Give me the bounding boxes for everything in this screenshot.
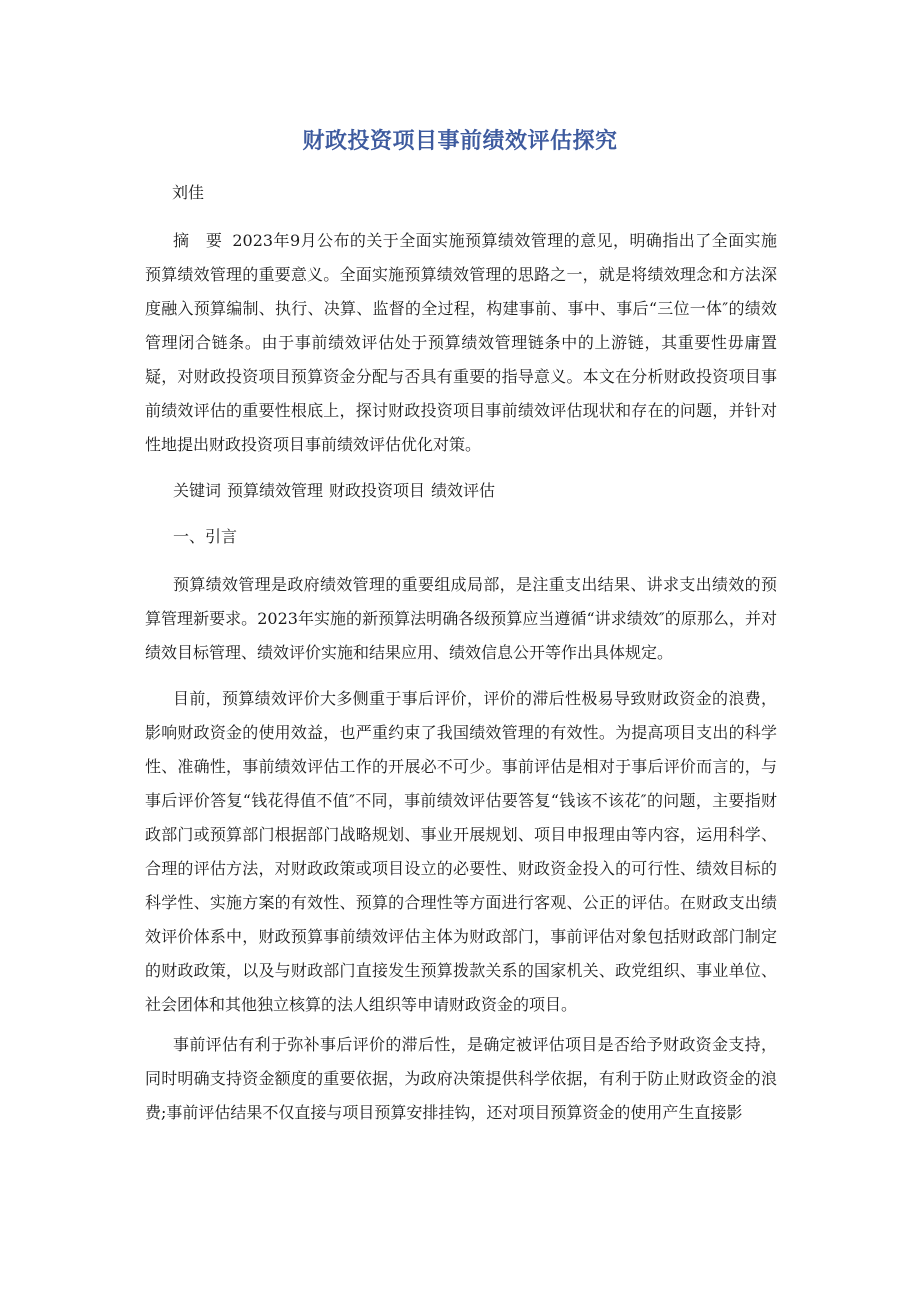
keyword-item: 财政投资项目 [329,481,426,500]
document-title: 财政投资项目事前绩效评估探究 [302,129,618,154]
body-paragraph: 预算绩效管理是政府绩效管理的重要组成局部，是注重支出结果、讲求支出绩效的预算管理新要求。2023年实施的新预算法明确各级预算应当遵循“讲求绩效″的原那么，并对绩效目标管理、绩效评价实施和结果应用、绩效信息公开等作出具体规定。 [145,575,777,662]
section-heading: 一、引言 [173,527,238,546]
body-paragraph: 目前，预算绩效评价大多侧重于事后评价，评价的滞后性极易导致财政资金的浪费，影响财政资金的使用效益，也严重约束了我国绩效管理的有效性。为提高项目支出的科学性、准确性，事前绩效评估工作的开展必不可少。事前评估是相对于事后评价而言的，与事后评价答复“钱花得值不值″不同，事前绩效评估要答复“钱该不该花″的问题，主要指财政部门或预算部门根据部门战略规划、事业开展规划、项目申报理由等内容，运用科学、合理的评估方法，对财政政策或项目设立的必要性、财政资金投入的可行性、绩效目标的科学性、实施方案的有效性、预算的合理性等方面进行客观、公正的评估。在财政支出绩效评价体系中，财政预算事前绩效评估主体为财政部门，事前评估对象包括财政部门制定的财政政策，以及与财政部门直接发生预算拨款关系的国家机关、政党组织、事业单位、社会团体和其他独立核算的法人组织等申请财政资金的项目。 [145,689,777,1014]
keywords-line [145,474,777,508]
keyword-item: 绩效评估 [431,481,496,500]
author-name: 刘佳 [172,183,205,202]
abstract-label: 摘 要 [173,231,223,250]
abstract-text: 2023年9月公布的关于全面实施预算绩效管理的意见，明确指出了全面实施预算绩效管理的重要意义。全面实施预算绩效管理的思路之一，就是将绩效理念和方法深度融入预算编制、执行、决算、监督的全过程，构建事前、事中、事后“三位一体″的绩效管理闭合链条。由于事前绩效评估处于预算绩效管理链条中的上游链，其重要性毋庸置疑，对财政投资项目预算资金分配与否具有重要的指导意义。本文在分析财政投资项目事前绩效评估的重要性根底上，探讨财政投资项目事前绩效评估现状和存在的问题，并针对性地提出财政投资项目事前绩效评估优化对策。 [145,231,777,454]
abstract-paragraph [145,224,777,462]
keywords-label: 关键词 [173,481,222,500]
body-paragraph: 事前评估有利于弥补事后评价的滞后性，是确定被评估项目是否给予财政资金支持，同时明确支持资金额度的重要依据，为政府决策提供科学依据，有利于防止财政资金的浪费;事前评估结果不仅直接与项目预算安排挂钩，还对项目预算资金的使用产生直接影 [145,1035,777,1122]
keyword-item: 预算绩效管理 [227,481,324,500]
